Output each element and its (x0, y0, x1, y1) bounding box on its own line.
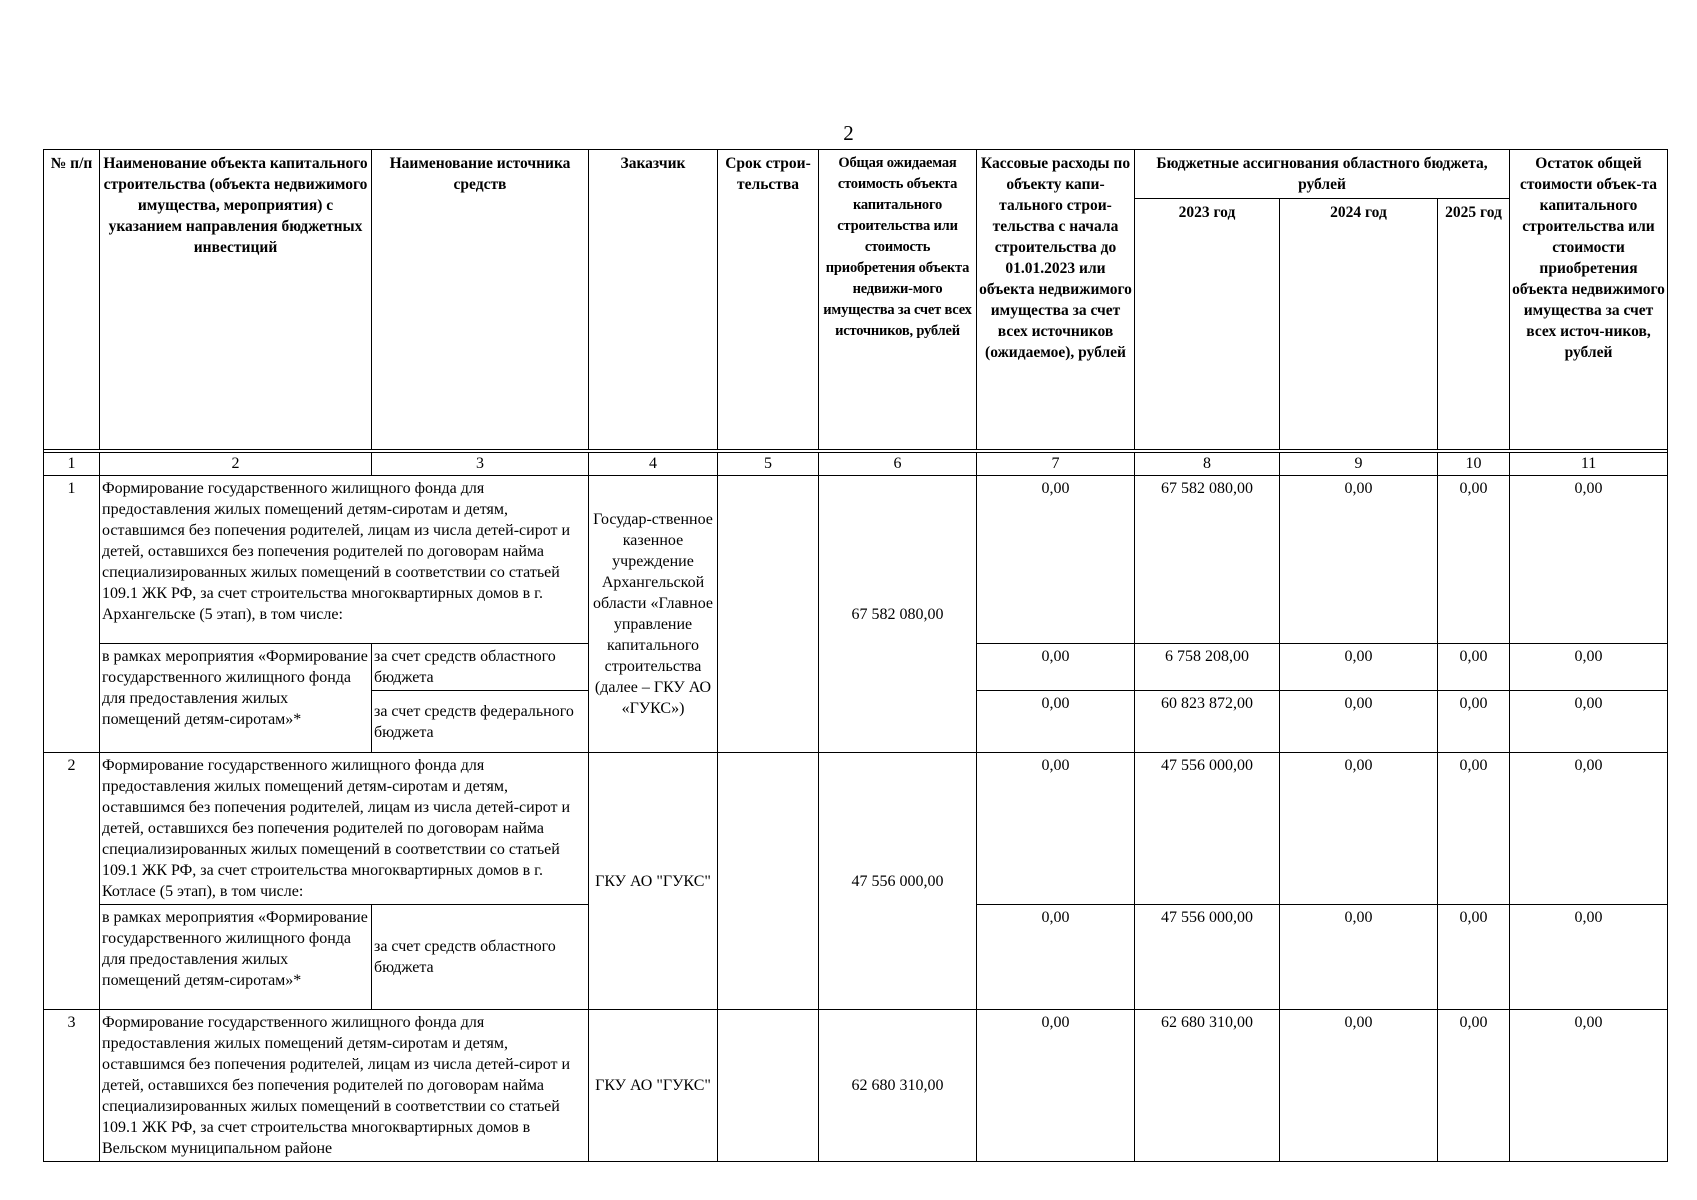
sub-object-name: в рамках мероприятия «Формирование государственного жилищного фонда для предоставления жилых помещений детям-сиротам»* (100, 644, 372, 753)
header-2024: 2024 год (1280, 199, 1438, 450)
column-number: 9 (1280, 453, 1438, 476)
budget-2023: 67 582 080,00 (1135, 476, 1280, 644)
column-number: 7 (977, 453, 1135, 476)
header-budget-group: Бюджетные ассигнования областного бюджета, рублей (1135, 150, 1510, 199)
budget-2025: 0,00 (1438, 644, 1510, 691)
remainder: 0,00 (1510, 476, 1668, 644)
funding-source: за счет средств областного бюджета (372, 644, 589, 691)
budget-2024: 0,00 (1280, 644, 1438, 691)
investment-table (43, 149, 1668, 1162)
budget-2024: 0,00 (1280, 753, 1438, 905)
funding-source: за счет средств областного бюджета (372, 905, 589, 1010)
remainder: 0,00 (1510, 753, 1668, 905)
customer: ГКУ АО "ГУКС" (589, 1010, 718, 1162)
remainder: 0,00 (1510, 691, 1668, 753)
budget-2024: 0,00 (1280, 476, 1438, 644)
budget-2024: 0,00 (1280, 905, 1438, 1010)
object-name: Формирование государственного жилищного фонда для предоставления жилых помещений детям-сиротам и детям, оставшимся без попечения родителей, лицам из числа детей-сирот и детей, оставшихся без попечения родителей по договорам найма специализированных жилых помещений в соответствии со статьей 109.1 ЖК РФ, за счет строительства многоквартирных домов в Вельском муниципальном районе (100, 1010, 589, 1162)
total-cost: 47 556 000,00 (819, 753, 977, 1010)
header-customer: Заказчик (589, 150, 718, 450)
budget-2025: 0,00 (1438, 1010, 1510, 1162)
cash-expenses: 0,00 (977, 691, 1135, 753)
budget-2025: 0,00 (1438, 476, 1510, 644)
column-number: 8 (1135, 453, 1280, 476)
budget-2023: 60 823 872,00 (1135, 691, 1280, 753)
construction-term (718, 1010, 819, 1162)
customer: ГКУ АО "ГУКС" (589, 753, 718, 1010)
cash-expenses: 0,00 (977, 1010, 1135, 1162)
column-number: 5 (718, 453, 819, 476)
budget-2023: 62 680 310,00 (1135, 1010, 1280, 1162)
object-name: Формирование государственного жилищного фонда для предоставления жилых помещений детям-сиротам и детям, оставшимся без попечения родителей, лицам из числа детей-сирот и детей, оставшихся без попечения родителей по договорам найма специализированных жилых помещений в соответствии со статьей 109.1 ЖК РФ, за счет строительства многоквартирных домов в г. Котласе (5 этап), в том числе: (100, 753, 589, 905)
header-remainder: Остаток общей стоимости объек-та капитального строительства или стоимости приобретения объекта недвижимого имущества за счет всех источ-ников, рублей (1510, 150, 1668, 450)
funding-source: за счет средств федерального бюджета (372, 691, 589, 753)
header-total-cost: Общая ожидаемая стоимость объекта капитального строительства или стоимость приобретения объекта недвижи-мого имущества за счет всех источников, рублей (819, 150, 977, 450)
header-term: Срок строи-тельства (718, 150, 819, 450)
remainder: 0,00 (1510, 1010, 1668, 1162)
cash-expenses: 0,00 (977, 753, 1135, 905)
object-name: Формирование государственного жилищного фонда для предоставления жилых помещений детям-сиротам и детям, оставшимся без попечения родителей, лицам из числа детей-сирот и детей, оставшихся без попечения родителей по договорам найма специализированных жилых помещений в соответствии со статьей 109.1 ЖК РФ, за счет строительства многоквартирных домов в г. Архангельске (5 этап), в том числе: (100, 476, 589, 644)
row-number: 1 (44, 476, 100, 753)
table-row (44, 753, 1668, 905)
budget-2025: 0,00 (1438, 905, 1510, 1010)
remainder: 0,00 (1510, 905, 1668, 1010)
budget-2024: 0,00 (1280, 1010, 1438, 1162)
row-number: 2 (44, 753, 100, 1010)
cash-expenses: 0,00 (977, 476, 1135, 644)
column-number: 10 (1438, 453, 1510, 476)
header-object-name: Наименование объекта капитального строительства (объекта недвижимого имущества, мероприятия) с указанием направления бюджетных инвестиций (100, 150, 372, 450)
column-number: 11 (1510, 453, 1668, 476)
column-number: 2 (100, 453, 372, 476)
header-2023: 2023 год (1135, 199, 1280, 450)
budget-2023: 47 556 000,00 (1135, 905, 1280, 1010)
column-number: 6 (819, 453, 977, 476)
column-number: 4 (589, 453, 718, 476)
budget-2023: 6 758 208,00 (1135, 644, 1280, 691)
row-number: 3 (44, 1010, 100, 1162)
header-2025: 2025 год (1438, 199, 1510, 450)
table-row (44, 476, 1668, 644)
cash-expenses: 0,00 (977, 905, 1135, 1010)
budget-2023: 47 556 000,00 (1135, 753, 1280, 905)
cash-expenses: 0,00 (977, 644, 1135, 691)
budget-2025: 0,00 (1438, 691, 1510, 753)
construction-term (718, 753, 819, 1010)
construction-term (718, 476, 819, 753)
total-cost: 62 680 310,00 (819, 1010, 977, 1162)
sub-object-name: в рамках мероприятия «Формирование государственного жилищного фонда для предоставления жилых помещений детям-сиротам»* (100, 905, 372, 1010)
table-row (44, 1010, 1668, 1162)
header-cash-expenses: Кассовые расходы по объекту капи-тального строи-тельства с начала строительства до 01.01.2023 или объекта недвижимого имущества за счет всех источников (ожидаемое), рублей (977, 150, 1135, 450)
column-number: 3 (372, 453, 589, 476)
budget-2024: 0,00 (1280, 691, 1438, 753)
page-number: 2 (843, 121, 854, 145)
header-source: Наименование источника средств (372, 150, 589, 450)
total-cost: 67 582 080,00 (819, 476, 977, 753)
column-number: 1 (44, 453, 100, 476)
budget-2025: 0,00 (1438, 753, 1510, 905)
header-num: № п/п (44, 150, 100, 450)
remainder: 0,00 (1510, 644, 1668, 691)
customer: Государ-ственное казенное учреждение Архангельской области «Главное управление капитального строительства (далее – ГКУ АО «ГУКС») (589, 476, 718, 753)
